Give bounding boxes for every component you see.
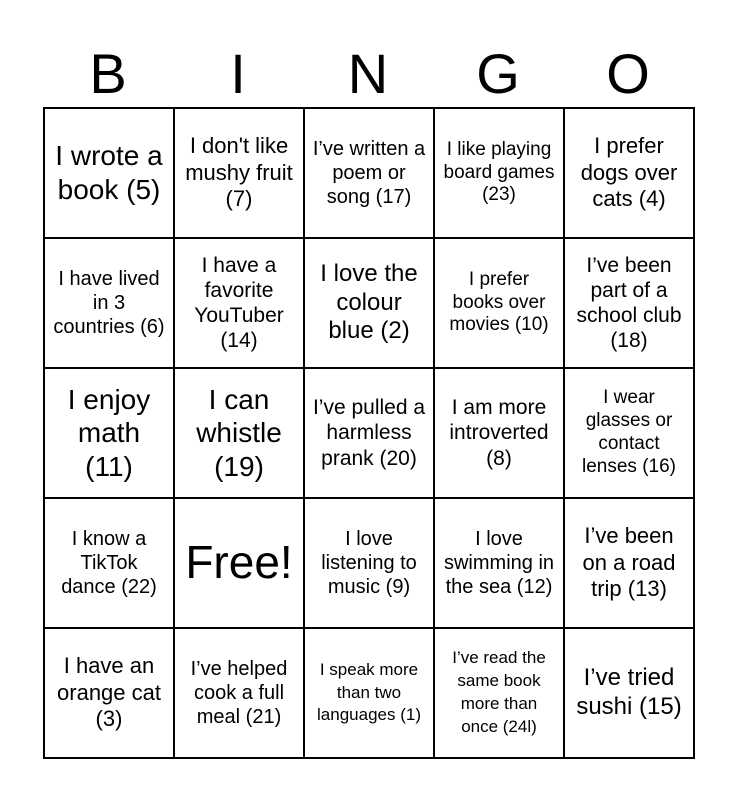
header-letter-g: G	[476, 42, 520, 105]
free-space-cell[interactable]: Free!	[174, 498, 304, 628]
bingo-cell[interactable]: I can whistle (19)	[174, 368, 304, 498]
header-letter-i: I	[230, 42, 246, 105]
bingo-cell[interactable]: I don't like mushy fruit (7)	[174, 108, 304, 238]
bingo-cell[interactable]: I’ve pulled a harmless prank (20)	[304, 368, 434, 498]
bingo-cell[interactable]: I know a TikTok dance (22)	[44, 498, 174, 628]
bingo-cell[interactable]: I’ve tried sushi (15)	[564, 628, 694, 758]
bingo-cell[interactable]: I have an orange cat (3)	[44, 628, 174, 758]
bingo-cell[interactable]: I’ve helped cook a full meal (21)	[174, 628, 304, 758]
bingo-cell[interactable]: I like playing board games (23)	[434, 108, 564, 238]
bingo-cell[interactable]: I’ve read the same book more than once (24l)	[434, 628, 564, 758]
board-row	[44, 498, 694, 628]
bingo-header	[43, 40, 693, 108]
board-row	[44, 238, 694, 368]
header-letter-b: B	[89, 42, 127, 105]
bingo-cell[interactable]: I speak more than two languages (1)	[304, 628, 434, 758]
bingo-board	[43, 107, 695, 759]
bingo-cell[interactable]: I’ve been part of a school club (18)	[564, 238, 694, 368]
bingo-cell[interactable]: I wear glasses or contact lenses (16)	[564, 368, 694, 498]
bingo-cell[interactable]: I love the colour blue (2)	[304, 238, 434, 368]
board-row	[44, 628, 694, 758]
bingo-cell[interactable]: I prefer dogs over cats (4)	[564, 108, 694, 238]
bingo-cell[interactable]: I wrote a book (5)	[44, 108, 174, 238]
bingo-cell[interactable]: I enjoy math (11)	[44, 368, 174, 498]
bingo-cell[interactable]: I love swimming in the sea (12)	[434, 498, 564, 628]
bingo-cell[interactable]: I prefer books over movies (10)	[434, 238, 564, 368]
bingo-cell[interactable]: I’ve written a poem or song (17)	[304, 108, 434, 238]
bingo-cell[interactable]: I have lived in 3 countries (6)	[44, 238, 174, 368]
header-letter-n: N	[347, 42, 389, 105]
bingo-cell[interactable]: I love listening to music (9)	[304, 498, 434, 628]
board-row	[44, 108, 694, 238]
header-letter-o: O	[606, 42, 650, 105]
bingo-cell[interactable]: I’ve been on a road trip (13)	[564, 498, 694, 628]
board-row	[44, 368, 694, 498]
bingo-cell[interactable]: I have a favorite YouTuber (14)	[174, 238, 304, 368]
bingo-cell[interactable]: I am more introverted (8)	[434, 368, 564, 498]
